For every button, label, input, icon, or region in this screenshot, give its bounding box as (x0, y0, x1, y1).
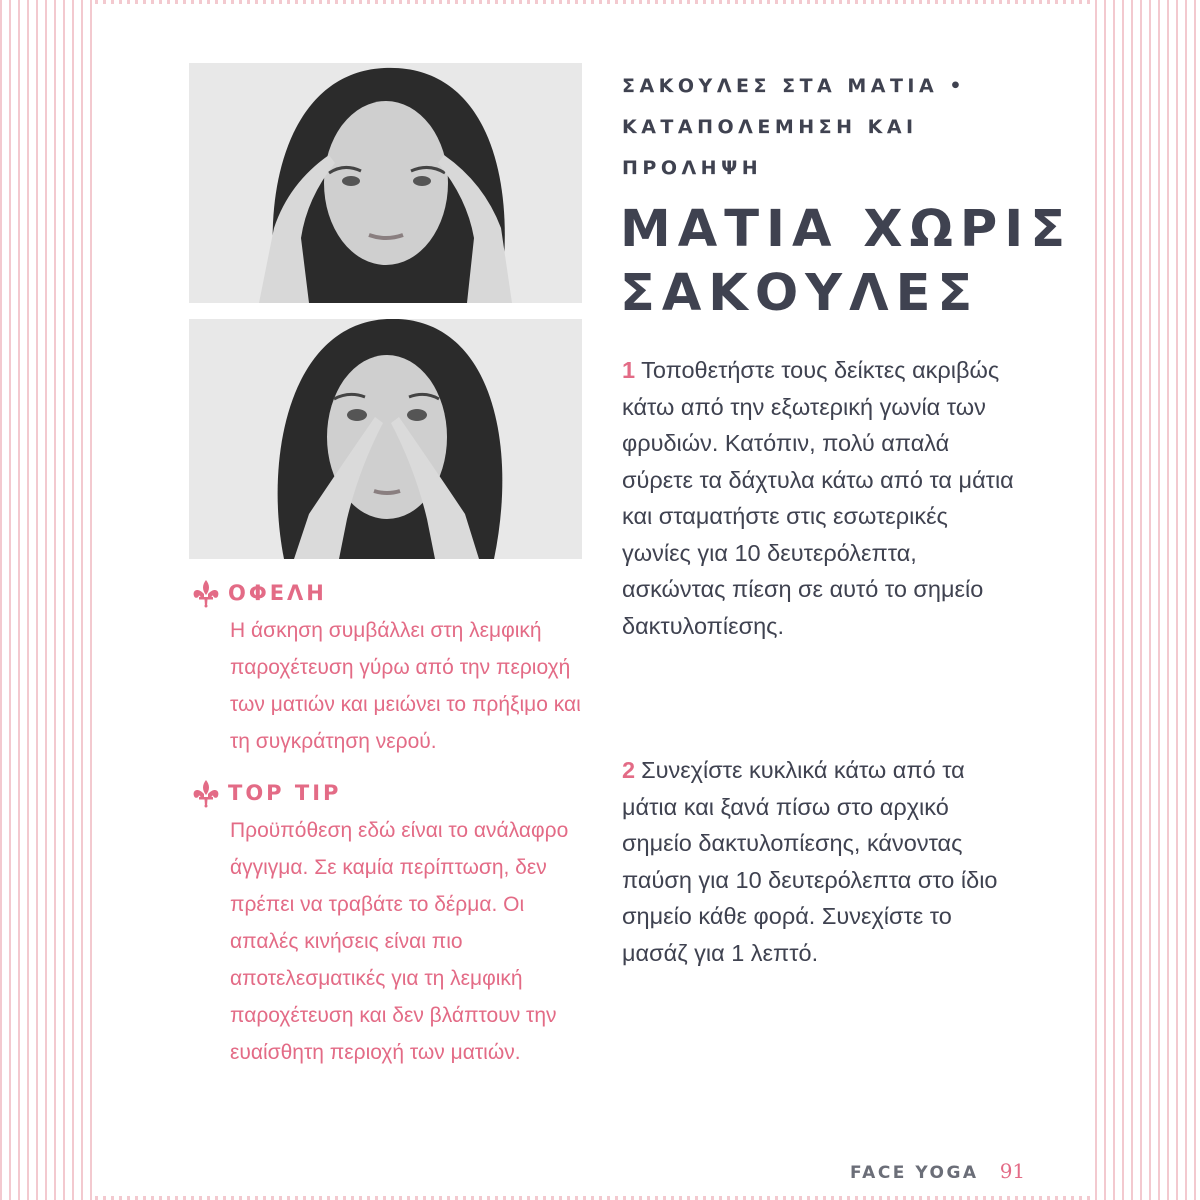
benefits-box (190, 578, 590, 760)
benefits-heading (190, 578, 590, 608)
page-footer (850, 1159, 1025, 1183)
step-2 (622, 752, 1022, 971)
benefits-title: ΟΦΕΛΗ (228, 581, 327, 605)
benefits-text: Η άσκηση συμβάλλει στη λεμφική παροχέτευση γύρω από την περιοχή των ματιών και μειώνει το πρήξιμο και τη συγκράτηση νερού. (230, 619, 581, 753)
decorative-stripes-right (1095, 0, 1200, 1200)
fleur-de-lis-icon (190, 778, 222, 808)
page-title: ΜΑΤΙΑ ΧΩΡΙΣ ΣΑΚΟΥΛΕΣ (620, 200, 1073, 323)
step-1 (622, 352, 1022, 644)
top-tip-text: Προϋπόθεση εδώ είναι το ανάλαφρο άγγιγμα. Σε καμία περίπτωση, δεν πρέπει να τραβάτε το δέρμα. Οι απαλές κινήσεις είναι πιο αποτελεσματικές για τη λεμφική παροχέτευση και δεν βλάπτουν την ευαίσθητη περιοχή των ματιών. (230, 819, 569, 1064)
decorative-stripe-top (95, 0, 1095, 4)
step-number: 1 (622, 357, 636, 383)
step-text: Τοποθετήστε τους δείκτες ακριβώς κάτω από την εξωτερική γωνία των φρυδιών. Κατόπιν, πολύ απαλά σύρετε τα δάχτυλα κάτω από τα μάτια και σταματήστε στις εσωτερικές γωνίες για 10 δευτερόλεπτα, ασκώντας πίεση σε αυτό το σημείο δακτυλοπίεσης. (622, 357, 1014, 639)
step-number: 2 (622, 757, 636, 783)
decorative-stripes-left (0, 0, 95, 1200)
page-number: 91 (999, 1159, 1026, 1183)
step-text: Συνεχίστε κυκλικά κάτω από τα μάτια και ξανά πίσω στο αρχικό σημείο δακτυλοπίεσης, κάνοντας παύση για 10 δευτερόλεπτα στο ίδιο σημείο κάθε φορά. Συνεχίστε το μασάζ για 1 λεπτό. (622, 757, 998, 966)
section-kicker: ΣΑΚΟΥΛΕΣ ΣΤΑ ΜΑΤΙΑ • ΚΑΤΑΠΟΛΕΜΗΣΗ ΚΑΙ ΠΡΟΛΗΨΗ (622, 75, 966, 179)
photo-step-1 (189, 63, 582, 303)
top-tip-box (190, 778, 590, 1071)
footer-book-title: FACE YOGA (850, 1163, 979, 1183)
top-tip-title: TOP TIP (228, 781, 342, 805)
photo-step-2 (189, 319, 582, 559)
top-tip-heading (190, 778, 590, 808)
fleur-de-lis-icon (190, 578, 222, 608)
decorative-stripe-bottom (95, 1196, 1095, 1200)
